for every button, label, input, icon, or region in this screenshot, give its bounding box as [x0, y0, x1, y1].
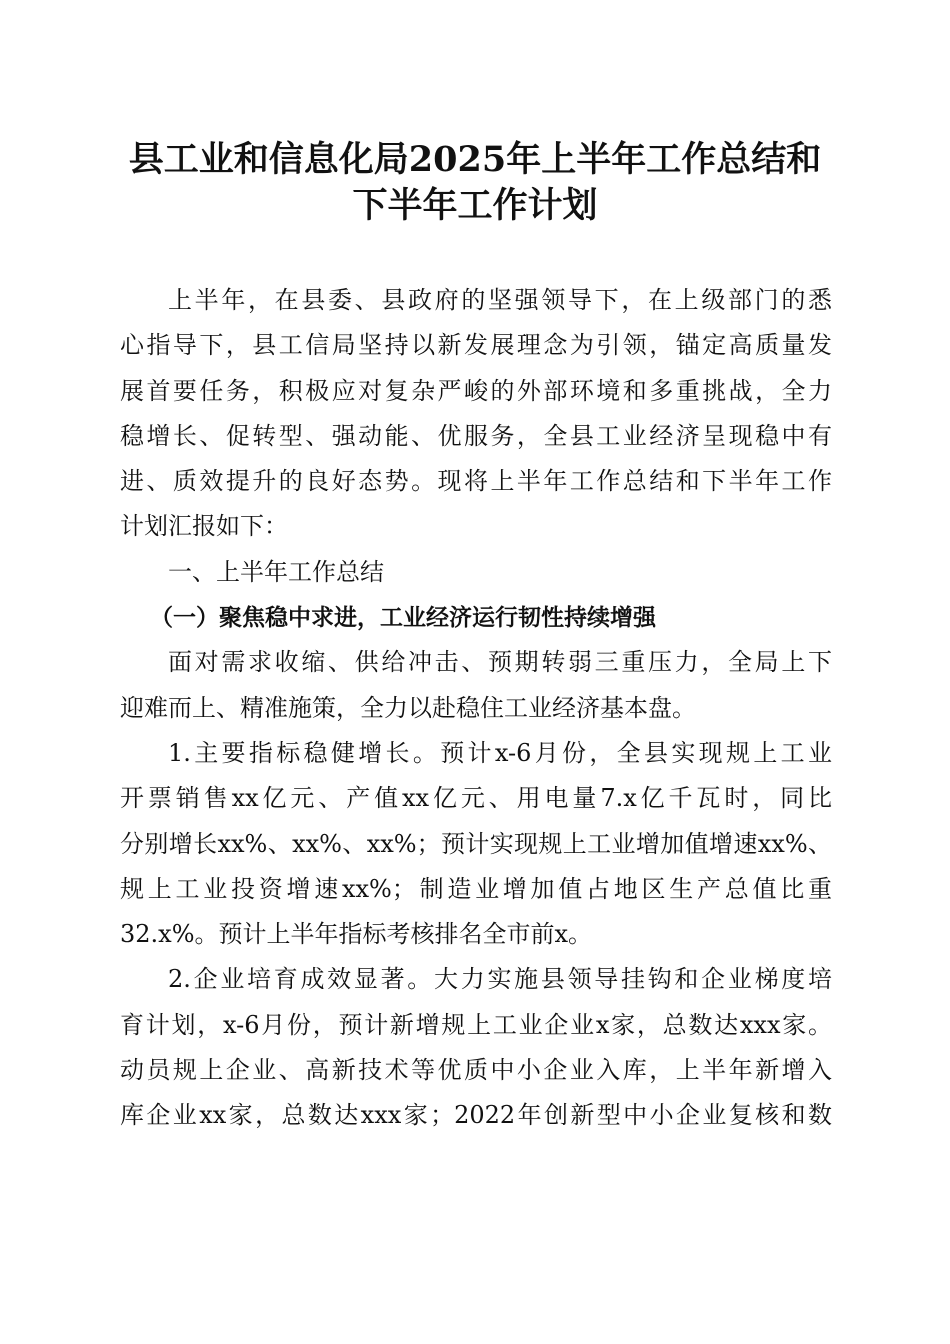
body-line: 心指导下，县工信局坚持以新发展理念为引领，锚定高质量发: [120, 331, 832, 360]
body-line: 育计划，x-6月份，预计新增规上工业企业x家，总数达xxx家。: [120, 1010, 832, 1039]
body-line: 进、质效提升的良好态势。现将上半年工作总结和下半年工作: [120, 467, 832, 496]
body-line: 展首要任务，积极应对复杂严峻的外部环境和多重挑战，全力: [120, 376, 832, 405]
body-line: 迎难而上、精准施策，全力以赴稳住工业经济基本盘。: [120, 693, 696, 722]
body-line: 上半年，在县委、县政府的坚强领导下，在上级部门的悉: [168, 286, 832, 314]
body-line: 稳增长、促转型、强动能、优服务，全县工业经济呈现稳中有: [120, 421, 832, 450]
document-body: [120, 278, 832, 1139]
body-line: 开票销售xx亿元、产值xx亿元、用电量7.x亿千瓦时，同比: [120, 784, 832, 813]
body-line: 动员规上企业、高新技术等优质中小企业入库，上半年新增入: [120, 1056, 832, 1085]
body-line: 计划汇报如下：: [120, 512, 288, 541]
subsection-heading: （一）聚焦稳中求进，工业经济运行韧性持续增强: [150, 604, 656, 632]
section-heading: 一、上半年工作总结: [168, 557, 384, 586]
body-line: 面对需求收缩、供给冲击、预期转弱三重压力，全局上下: [168, 648, 832, 677]
body-line: 2.企业培育成效显著。大力实施县领导挂钩和企业梯度培: [168, 965, 832, 994]
body-line: 库企业xx家，总数达xxx家；2022年创新型中小企业复核和数: [120, 1101, 832, 1130]
body-line: 1.主要指标稳健增长。预计x-6月份，全县实现规上工业: [168, 738, 832, 767]
body-line: 规上工业投资增速xx%；制造业增加值占地区生产总值比重: [120, 874, 832, 903]
body-line: 32.x%。预计上半年指标考核排名全市前x。: [120, 920, 593, 949]
document-title-line-1: 县工业和信息化局2025年上半年工作总结和: [128, 139, 822, 180]
document-title-line-2: 下半年工作计划: [352, 185, 598, 226]
body-line: 分别增长xx%、xx%、xx%；预计实现规上工业增加值增速xx%、: [120, 829, 832, 858]
